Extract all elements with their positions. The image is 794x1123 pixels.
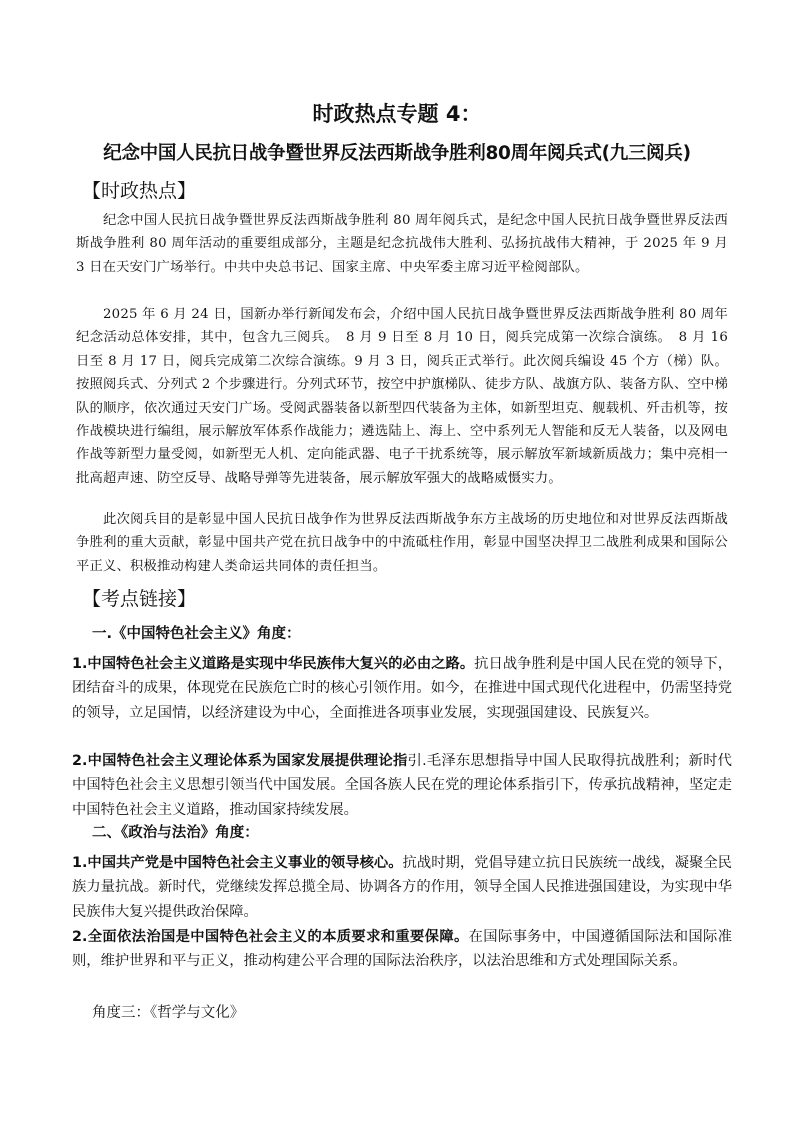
paragraph: 2025 年 6 月 24 日，国新办举行新闻发布会，介绍中国人民抗日战争暨世界反法西斯战争胜利 80 周年纪念活动总体安排，其中，包含九三阅兵。 8 月 9 日至 8 月 10 日，阅兵完成第一次综合演练。 8 月 16 日至 8 月 17 日，阅兵完成第二次综合演练。9 月 3 日，阅兵正式举行。此次阅兵编设 45 个方（梯）队。按照阅兵式、分列式 2 个步骤进行。分列式环节，按空中护旗梯队、徒步方队、战旗方队、装备方队、空中梯队的顺序，依次通过天安门广场。受阅武器装备以新型四代装备为主体，如新型坦克、舰载机、歼击机等，按作战模块进行编组，展示解放军体系作战能力；遴选陆上、海上、空中系列无人智能和反无人装备，以及网电作战等新型力量受阅，如新型无人机、定向能武器、电子干扰系统等，展示解放军新域新质战力；集中亮相一批高超声速、防空反导、战略导弹等先进装备，展示解放军强大的战略威慑实力。	[76, 307, 728, 486]
exam-point-text: 引.毛泽东思想指导中国人民取得抗战胜利；新时代中国特色社会主义思想引领当代中国发展。全国各族人民在党的理论体系指引下，传承抗战精神，坚定走中国特色社会主义道路，推动国家持续发展。	[72, 753, 732, 818]
page-title: 时政热点专题 4：	[312, 102, 482, 126]
page-subtitle: 纪念中国人民抗日战争暨世界反法西斯战争胜利80周年阅兵式(九三阅兵)	[103, 143, 691, 164]
exam-point-title: 2.全面依法治国是中国特色社会主义的本质要求和重要保障。	[72, 929, 469, 945]
subheading-philosophy: 角度三：《哲学与文化》	[92, 1005, 245, 1021]
exam-point	[72, 749, 732, 822]
exam-point	[72, 851, 732, 924]
subheading-politics-law: 二、《政治与法治》角度：	[92, 825, 259, 841]
subheading-socialism: 一.《中国特色社会主义》角度：	[92, 626, 301, 642]
exam-point	[72, 925, 732, 974]
exam-point-title: 2.中国特色社会主义理论体系为国家发展提供理论指	[72, 753, 408, 769]
section-heading-exam-links: 【考点链接】	[82, 588, 197, 610]
exam-point-title: 1.中国共产党是中国特色社会主义事业的领导核心。	[72, 855, 403, 871]
exam-point-text: 在国际事务中，中国遵循国际法和国际准则，维护世界和平与正义，推动构建公平合理的国际法治秩序，以法治思维和方式处理国际关系。	[72, 929, 732, 970]
exam-point-text: 抗日战争胜利是中国人民在党的领导下，团结奋斗的成果，体现党在民族危亡时的核心引领作用。如今，在推进中国式现代化进程中，仍需坚持党的领导，立足国情，以经济建设为中心，全面推进各项事业发展，实现强国建设、民族复兴。	[72, 656, 732, 721]
section-heading-current-affairs: 【时政热点】	[82, 180, 197, 202]
paragraph: 纪念中国人民抗日战争暨世界反法西斯战争胜利 80 周年阅兵式，是纪念中国人民抗日战争暨世界反法西斯战争胜利 80 周年活动的重要组成部分，主题是纪念抗战伟大胜利、弘扬抗战伟大精神，于 2025 年 9 月 3 日在天安门广场举行。中共中央总书记、国家主席、中央军委主席习近平检阅部队。	[76, 213, 728, 275]
exam-point-text: 抗战时期，党倡导建立抗日民族统一战线，凝聚全民族力量抗战。新时代，党继续发挥总揽全局、协调各方的作用，领导全国人民推进强国建设，为实现中华民族伟大复兴提供政治保障。	[72, 855, 732, 920]
exam-point	[72, 652, 732, 725]
exam-point-title: 1.中国特色社会主义道路是实现中华民族伟大复兴的必由之路。	[72, 656, 475, 672]
paragraph: 此次阅兵目的是彰显中国人民抗日战争作为世界反法西斯战争东方主战场的历史地位和对世界反法西斯战争胜利的重大贡献，彰显中国共产党在抗日战争中的中流砥柱作用，彰显中国坚决捍卫二战胜利成果和国际公平正义、积极推动构建人类命运共同体的责任担当。	[76, 512, 728, 574]
